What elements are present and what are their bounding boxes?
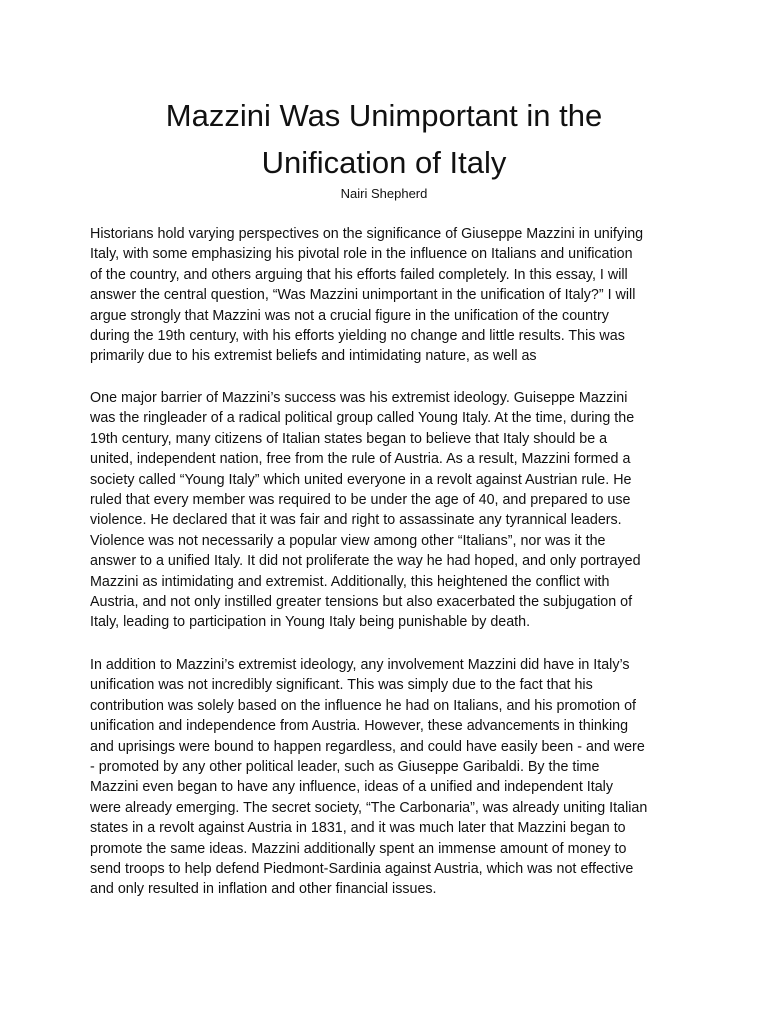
title-line: Unification of Italy bbox=[261, 145, 507, 180]
text-line: answer the central question, “Was Mazzini unimportant in the unification of Italy?” I will bbox=[90, 287, 636, 304]
text-line: send troops to help defend Piedmont-Sardinia against Austria, which was not effective bbox=[90, 861, 634, 878]
document-title bbox=[84, 92, 684, 186]
text-line: Italy, with some emphasizing his pivotal role in the influence on Italians and unification bbox=[90, 246, 633, 263]
paragraph-extremist-ideology bbox=[90, 388, 690, 633]
title-line: Mazzini Was Unimportant in the bbox=[165, 98, 603, 133]
paragraph-introduction bbox=[90, 224, 690, 367]
text-line: - promoted by any other political leader, such as Giuseppe Garibaldi. By the time bbox=[90, 759, 600, 776]
text-line: primarily due to his extremist beliefs and intimidating nature, as well as bbox=[90, 348, 537, 365]
text-line: Historians hold varying perspectives on the significance of Giuseppe Mazzini in unifying bbox=[90, 226, 644, 242]
text-line: promote the same ideas. Mazzini additionally spent an immense amount of money to bbox=[90, 840, 627, 857]
text-line: Italy, leading to participation in Young Italy being punishable by death. bbox=[90, 614, 531, 631]
text-line: One major barrier of Mazzini’s success was his extremist ideology. Guiseppe Mazzini bbox=[90, 390, 628, 406]
author-name: Nairi Shepherd bbox=[340, 186, 428, 201]
text-line: argue strongly that Mazzini was not a crucial figure in the unification of the country bbox=[90, 307, 609, 324]
text-line: was the ringleader of a radical political group called Young Italy. At the time, during the bbox=[90, 410, 635, 427]
text-line: of the country, and others arguing that his efforts failed completely. In this essay, I will bbox=[90, 266, 628, 283]
text-line: Mazzini even began to have any influence, ideas of a unified and independent Italy bbox=[90, 779, 614, 796]
text-line: violence. He declared that it was fair and right to assassinate any tyrannical leaders. bbox=[90, 512, 622, 529]
text-line: unification and independence from Austria. However, these advancements in thinking bbox=[90, 718, 629, 735]
text-line: were already emerging. The secret society, “The Carbonaria”, was already uniting Italian bbox=[90, 799, 648, 816]
text-line: during the 19th century, with his efforts yielding no change and little results. This was bbox=[90, 328, 625, 345]
text-line: and uprisings were bound to happen regardless, and could have easily been - and were bbox=[90, 738, 645, 755]
text-line: and only resulted in inflation and other financial issues. bbox=[90, 881, 437, 898]
text-line: united, independent nation, free from the rule of Austria. As a result, Mazzini formed a bbox=[90, 451, 631, 468]
text-line: Mazzini as intimidating and extremist. Additionally, this heightened the conflict with bbox=[90, 573, 610, 590]
text-line: answer to a unified Italy. It did not proliferate the way he had hoped, and only portrayed bbox=[90, 553, 641, 570]
text-line: Violence was not necessarily a popular view among other “Italians”, nor was it the bbox=[90, 532, 606, 549]
text-line: society called “Young Italy” which united everyone in a revolt against Austrian rule. He bbox=[90, 471, 632, 488]
text-line: unification was not incredibly significant. This was simply due to the fact that his bbox=[90, 677, 593, 694]
text-line: states in a revolt against Austria in 1831, and it was much later that Mazzini began to bbox=[90, 820, 626, 837]
paragraph-limited-significance bbox=[90, 655, 690, 900]
text-line: In addition to Mazzini’s extremist ideology, any involvement Mazzini did have in Italy’s bbox=[90, 657, 630, 673]
text-line: 19th century, many citizens of Italian states began to believe that Italy should be a bbox=[90, 430, 608, 447]
text-line: contribution was solely based on the influence he had on Italians, and his promotion of bbox=[90, 697, 637, 714]
text-line: ruled that every member was required to be under the age of 40, and prepared to use bbox=[90, 492, 631, 509]
text-line: Austria, and not only instilled greater tensions but also exacerbated the subjugation of bbox=[90, 594, 633, 611]
